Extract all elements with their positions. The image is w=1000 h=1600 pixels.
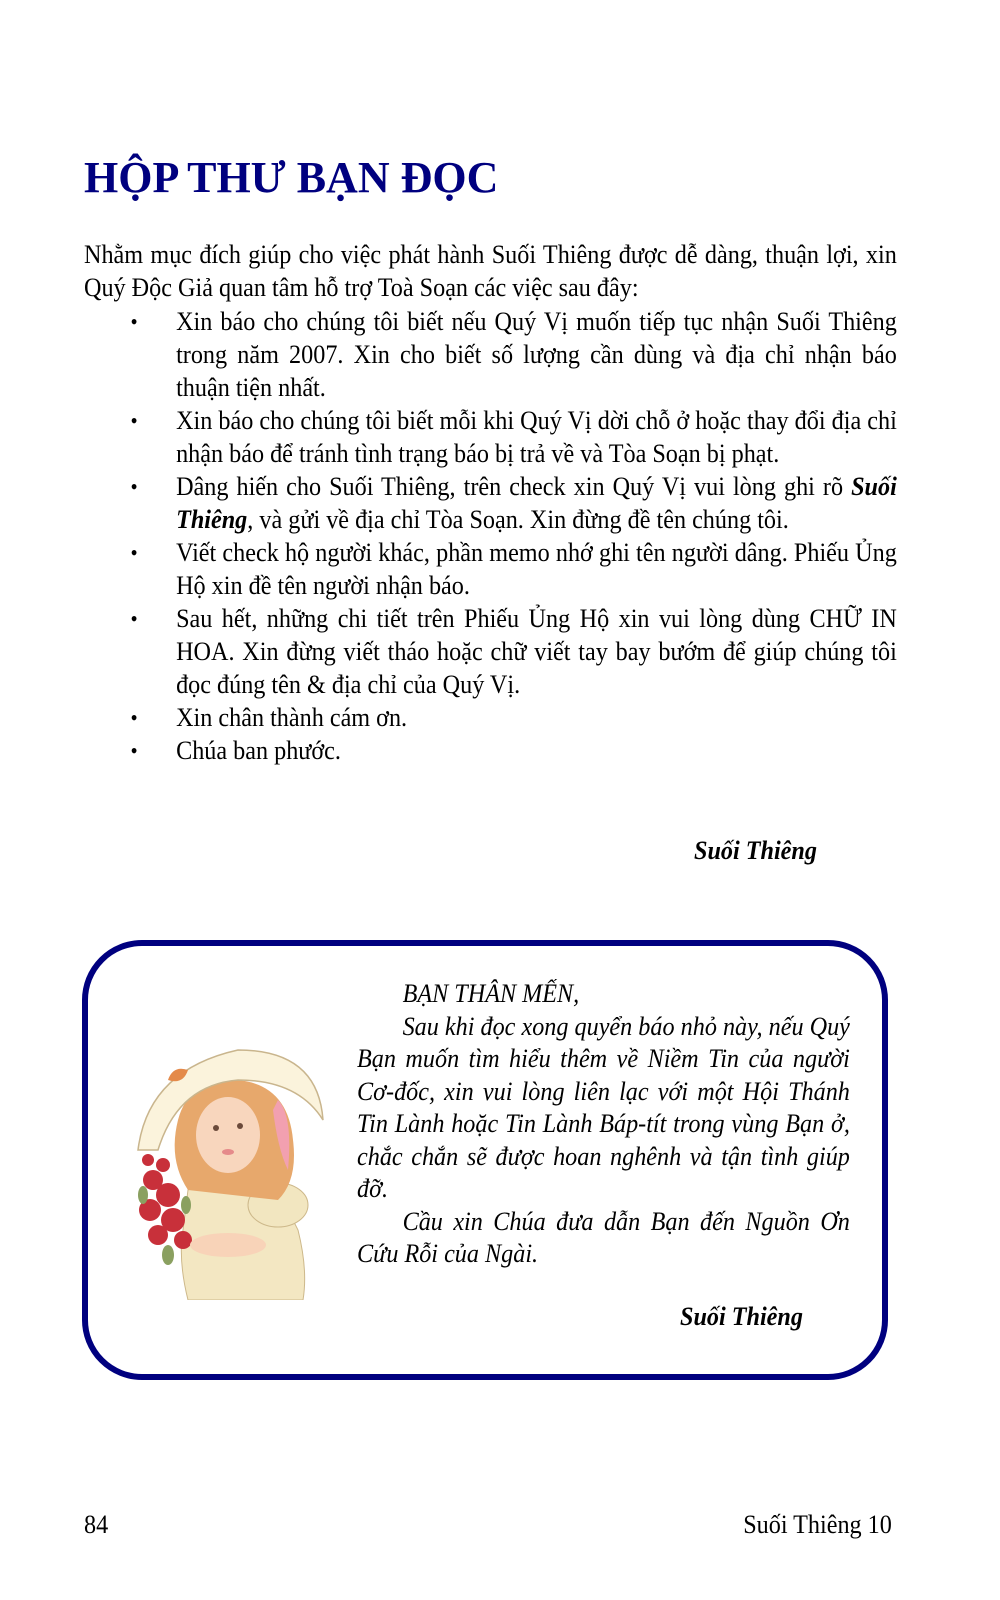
- girl-illustration: [128, 1040, 328, 1300]
- bullet-icon: •: [130, 474, 138, 499]
- bullet-icon: •: [130, 705, 138, 730]
- request-list: [84, 305, 897, 767]
- list-item: [84, 305, 897, 404]
- page-title: HỘP THƯ BẠN ĐỌC: [84, 153, 499, 202]
- intro-paragraph: Nhằm mục đích giúp cho việc phát hành Suối Thiêng được dễ dàng, thuận lợi, xin Quý Độc Giả quan tâm hỗ trợ Toà Soạn các việc sau đây:: [84, 240, 897, 302]
- list-item: [84, 602, 897, 701]
- bullet-icon: •: [130, 408, 138, 433]
- list-item: [84, 404, 897, 470]
- bullet-icon: •: [130, 540, 138, 565]
- bullet-icon: •: [130, 309, 138, 334]
- list-item-text: Xin báo cho chúng tôi biết nếu Quý Vị muốn tiếp tục nhận Suối Thiêng trong năm 2007. Xin cho biết số lượng cần dùng và địa chỉ nhận báo thuận tiện nhất.: [176, 307, 897, 402]
- publication-name: Suối Thiêng 10: [743, 1510, 892, 1539]
- list-item-text: Viết check hộ người khác, phần memo nhớ ghi tên người dâng. Phiếu Ủng Hộ xin đề tên người nhận báo.: [176, 538, 897, 600]
- letter-greeting: BẠN THÂN MẾN,: [402, 979, 580, 1008]
- letter-signature: Suối Thiêng: [680, 1302, 803, 1331]
- letter-paragraph: Cầu xin Chúa đưa dẫn Bạn đến Nguồn Ơn Cứu Rỗi của Ngài.: [357, 1206, 850, 1268]
- list-item: [84, 734, 897, 767]
- girl-illustration-icon: [138, 1050, 323, 1300]
- list-item: [84, 701, 897, 734]
- letter-paragraph: Sau khi đọc xong quyển báo nhỏ này, nếu Quý Bạn muốn tìm hiểu thêm về Niềm Tin của người Cơ-đốc, xin vui lòng liên lạc với một Hội Thánh Tin Lành hoặc Tin Lành Báp-tít trong vùng Bạn ở, chắc chắn sẽ được hoan nghênh và tận tình giúp đỡ.: [357, 1011, 850, 1203]
- list-item: [84, 470, 897, 536]
- emphasized-name: Suối Thiêng: [176, 472, 897, 534]
- list-item: [84, 536, 897, 602]
- page-number: 84: [84, 1510, 109, 1539]
- list-item-text: Xin báo cho chúng tôi biết mỗi khi Quý Vị dời chỗ ở hoặc thay đổi địa chỉ nhận báo để tránh tình trạng báo bị trả về và Tòa Soạn bị phạt.: [176, 406, 897, 468]
- list-item-text: Sau hết, những chi tiết trên Phiếu Ủng Hộ xin vui lòng dùng CHỮ IN HOA. Xin đừng viết tháo hoặc chữ viết tay bay bướm để giúp chúng tôi đọc đúng tên & địa chỉ của Quý Vị.: [176, 604, 897, 699]
- list-item-text: Xin chân thành cám ơn.: [176, 703, 408, 732]
- list-item-text-pre: Dâng hiến cho Suối Thiêng, trên check xin Quý Vị vui lòng ghi rõ: [176, 472, 852, 501]
- letter-text: [357, 978, 850, 1271]
- bullet-icon: •: [130, 738, 138, 763]
- list-item-text-post: , và gửi về địa chỉ Tòa Soạn. Xin đừng đề tên chúng tôi.: [247, 505, 789, 534]
- bullet-icon: •: [130, 606, 138, 631]
- signature: Suối Thiêng: [694, 836, 817, 865]
- list-item-text: Chúa ban phước.: [176, 736, 341, 765]
